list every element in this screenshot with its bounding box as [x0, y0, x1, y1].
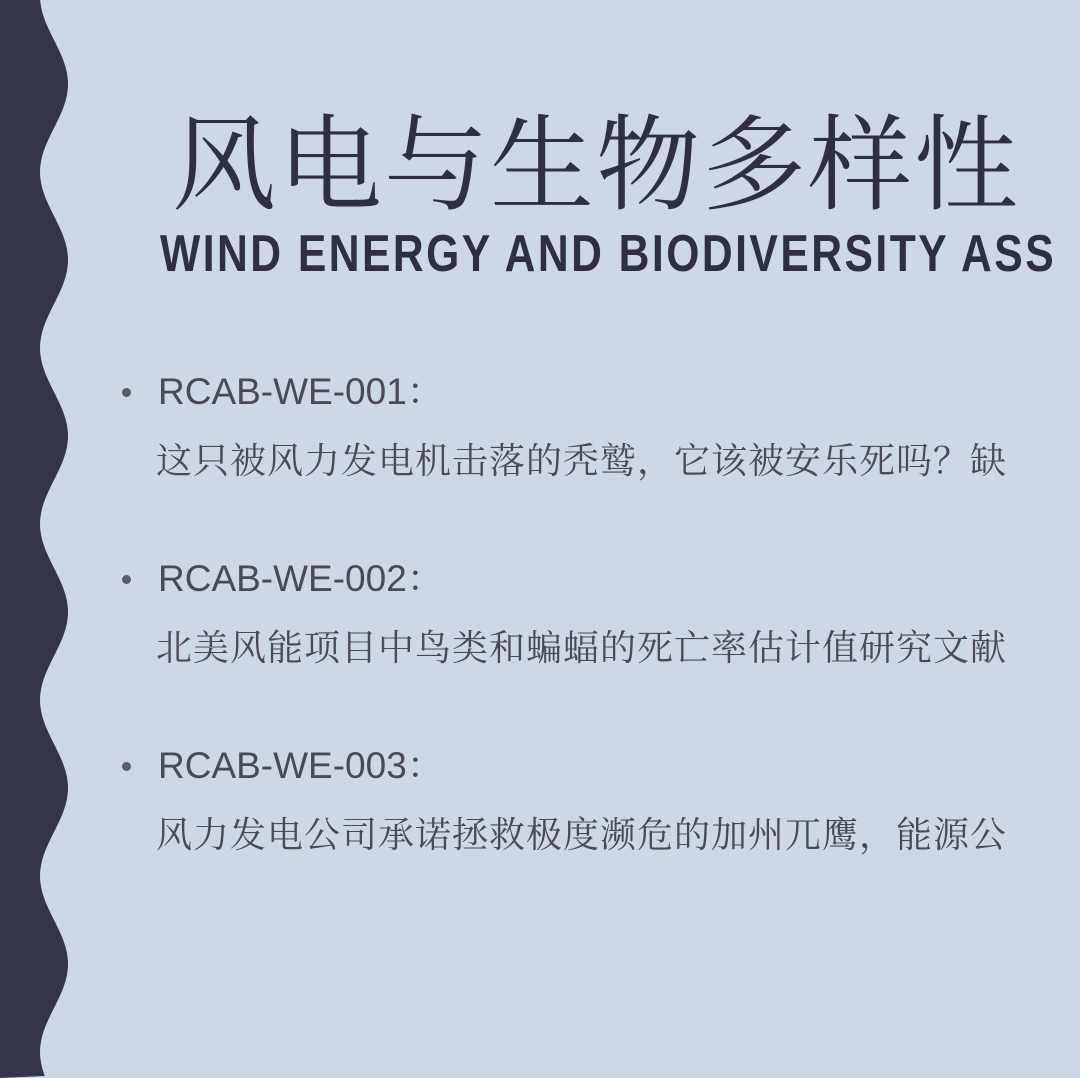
item-code: RCAB-WE-002：: [158, 558, 444, 599]
item-description: 北美风能项目中鸟类和蝙蝠的死亡率估计值研究文献: [156, 628, 1008, 669]
item-code: RCAB-WE-003：: [158, 745, 444, 786]
list-item: [118, 364, 1080, 551]
item-description: 风力发电公司承诺拯救极度濒危的加州兀鹰，能源公: [156, 815, 1008, 856]
bullet-dot-icon: [122, 388, 131, 397]
list-item: [118, 551, 1080, 738]
bullet-list: [118, 364, 1080, 925]
item-description: 这只被风力发电机击落的秃鹫，它该被安乐死吗？缺: [156, 441, 1008, 482]
wavy-side-border: [0, 0, 80, 1078]
slide-title-chinese: 风电与生物多样性: [172, 104, 1021, 226]
list-item: [118, 738, 1080, 925]
slide-title-english: WIND ENERGY AND BIODIVERSITY ASS: [160, 225, 1057, 283]
bullet-dot-icon: [122, 762, 131, 771]
bullet-dot-icon: [122, 575, 131, 584]
item-code: RCAB-WE-001：: [158, 371, 444, 412]
